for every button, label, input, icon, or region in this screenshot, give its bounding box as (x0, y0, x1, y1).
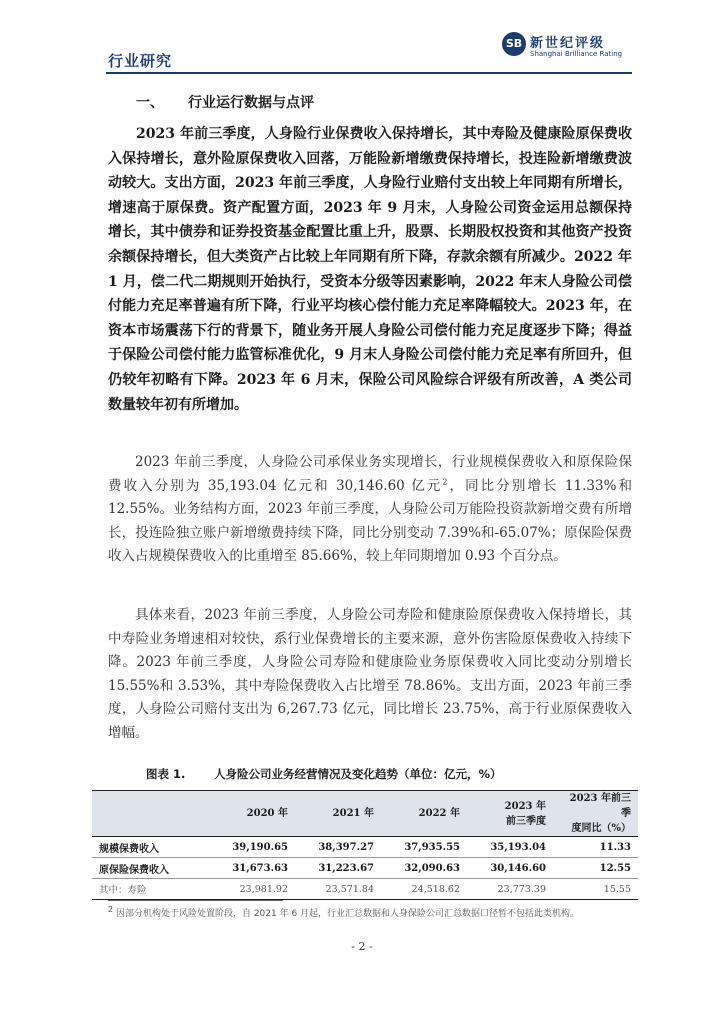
table-header-2022: 2022 年 (418, 808, 460, 819)
logo-english-name: Shanghai Brilliance Rating (530, 50, 623, 58)
cell-2021: 38,397.27 (318, 841, 374, 853)
company-logo (502, 32, 626, 64)
cell-yoy: 12.55 (599, 862, 631, 874)
cell-2023: 23,773.39 (497, 883, 546, 895)
table-row (92, 837, 638, 858)
footnote-text: 因部分机构处于风险处置阶段，自 2021 年 6 月起，行业汇总数据和人身保险公司汇总数据口径暂不包括此类机构。 (115, 909, 580, 919)
table-header-2023q3 (467, 791, 553, 837)
section-title: 行业运行数据与点评 (188, 95, 314, 111)
section-number: 一、 (136, 95, 164, 111)
header-divider (106, 72, 632, 74)
cell-2023: 30,146.60 (490, 862, 546, 874)
footnote-divider (108, 900, 283, 901)
table-row (92, 879, 638, 900)
header-yoy-line2: 度同比（%） (571, 823, 631, 834)
logo-mark-icon: SB (502, 32, 526, 56)
row-label: 原保险保费收入 (99, 864, 169, 876)
cell-2022: 32,090.63 (404, 862, 460, 874)
table-caption-title: 人身险公司业务经营情况及变化趋势（单位：亿元，%） (214, 767, 502, 781)
footnote (108, 907, 632, 922)
header-section-title: 行业研究 (108, 52, 173, 70)
cell-2021: 31,223.67 (318, 862, 374, 874)
table-header-row (92, 791, 638, 837)
table-header-2020: 2020 年 (246, 808, 288, 819)
row-label: 规模保费收入 (99, 843, 159, 855)
cell-2020: 39,190.65 (232, 841, 288, 853)
cell-2021: 23,571.84 (325, 883, 374, 895)
cell-2022: 24,518.62 (411, 883, 460, 895)
footnote-mark: 2 (108, 905, 114, 914)
footnote-reference: 2 (442, 477, 448, 486)
paragraph-1-text-a: 2023 年前三季度，人身险公司承保业务实现增长，行业规模保费收入和原保险保费收入分别为 35,193.04 亿元和 30,146.60 亿元 (108, 454, 632, 494)
header-2023-line1: 2023 年 (504, 800, 546, 812)
cell-2022: 37,935.55 (404, 841, 460, 853)
table-caption-label: 图表 1. (146, 767, 186, 781)
cell-yoy: 11.33 (599, 841, 631, 853)
summary-paragraph: 2023 年前三季度，人身险行业保费收入保持增长，其中寿险及健康险原保费收入保持增长，意外险原保费收入回落，万能险新增缴费保持增长，投连险新增缴费波动较大。支出方面，2023 年前三季度，人身险行业赔付支出较上年同期有所增长，增速高于原保费。资产配置方面，2023 年 9 月末，人身险公司资金运用总额保持增长，其中债券和证券投资基金配置比重上升，股票、长期股权投资和其他资产投资余额保持增长，但大类资产占比较上年同期有所下降，存款余额有所减少。2022 年 1 月，偿二代二期规则开始执行，受资本分级等因素影响，2022 年末人身险公司偿付能力充足率普遍有所下降，行业平均核心偿付能力充足率降幅较大。2023 年，在资本市场震荡下行的背景下，随业务开展人身险公司偿付能力充足度逐步下降；得益于保险公司偿付能力监管标准优化，9 月末人身险公司偿付能力充足率有所回升，但仍较年初略有下降。2023 年 6 月末，保险公司风险综合评级有所改善，A 类公司数量较年初有所增加。 (108, 126, 632, 413)
paragraph-1-text-b: ，同比分别增长 11.33%和 12.55%。业务结构方面，2023 年前三季度，人身险公司万能险投资款新增交费有所增长，投连险独立账户新增缴费持续下降，同比分别变动 7.39%和-65.07%；原保险保费收入占规模保费收入的比重增至 85.66%，较上年同期增加 0.93 个百分点。 (108, 477, 632, 564)
table-row (92, 858, 638, 879)
table-caption (146, 766, 502, 782)
table-header-blank (92, 791, 207, 837)
row-label: 其中：寿险 (99, 885, 147, 896)
table-header-yoy (553, 791, 638, 837)
section-heading (136, 92, 314, 112)
body-paragraph-2: 具体来看，2023 年前三季度，人身险公司寿险和健康险原保费收入保持增长，其中寿险业务增速相对较快，系行业保费增长的主要来源，意外伤害险原保费收入持续下降。2023 年前三季度，人身险公司寿险和健康险业务原保费收入同比变动分别增长 15.55%和 3.53%，其中寿险保费收入占比增至 78.86%。支出方面，2023 年前三季度，人身险公司赔付支出为 6,267.73 亿元，同比增长 23.75%，高于行业原保费收入增幅。 (108, 607, 632, 741)
cell-2023: 35,193.04 (490, 841, 546, 853)
body-paragraph-1 (108, 451, 632, 569)
business-data-table (92, 790, 638, 900)
table-header-2021: 2021 年 (332, 808, 374, 819)
page-number: - 2 - (351, 940, 373, 953)
header-yoy-line1: 2023 年前三季 (569, 793, 631, 819)
logo-chinese-name: 新世纪评级 (530, 36, 606, 51)
cell-2020: 23,981.92 (239, 883, 288, 895)
cell-yoy: 15.55 (603, 883, 631, 895)
header-2023-line2: 前三季度 (506, 815, 546, 827)
cell-2020: 31,673.63 (232, 862, 288, 874)
